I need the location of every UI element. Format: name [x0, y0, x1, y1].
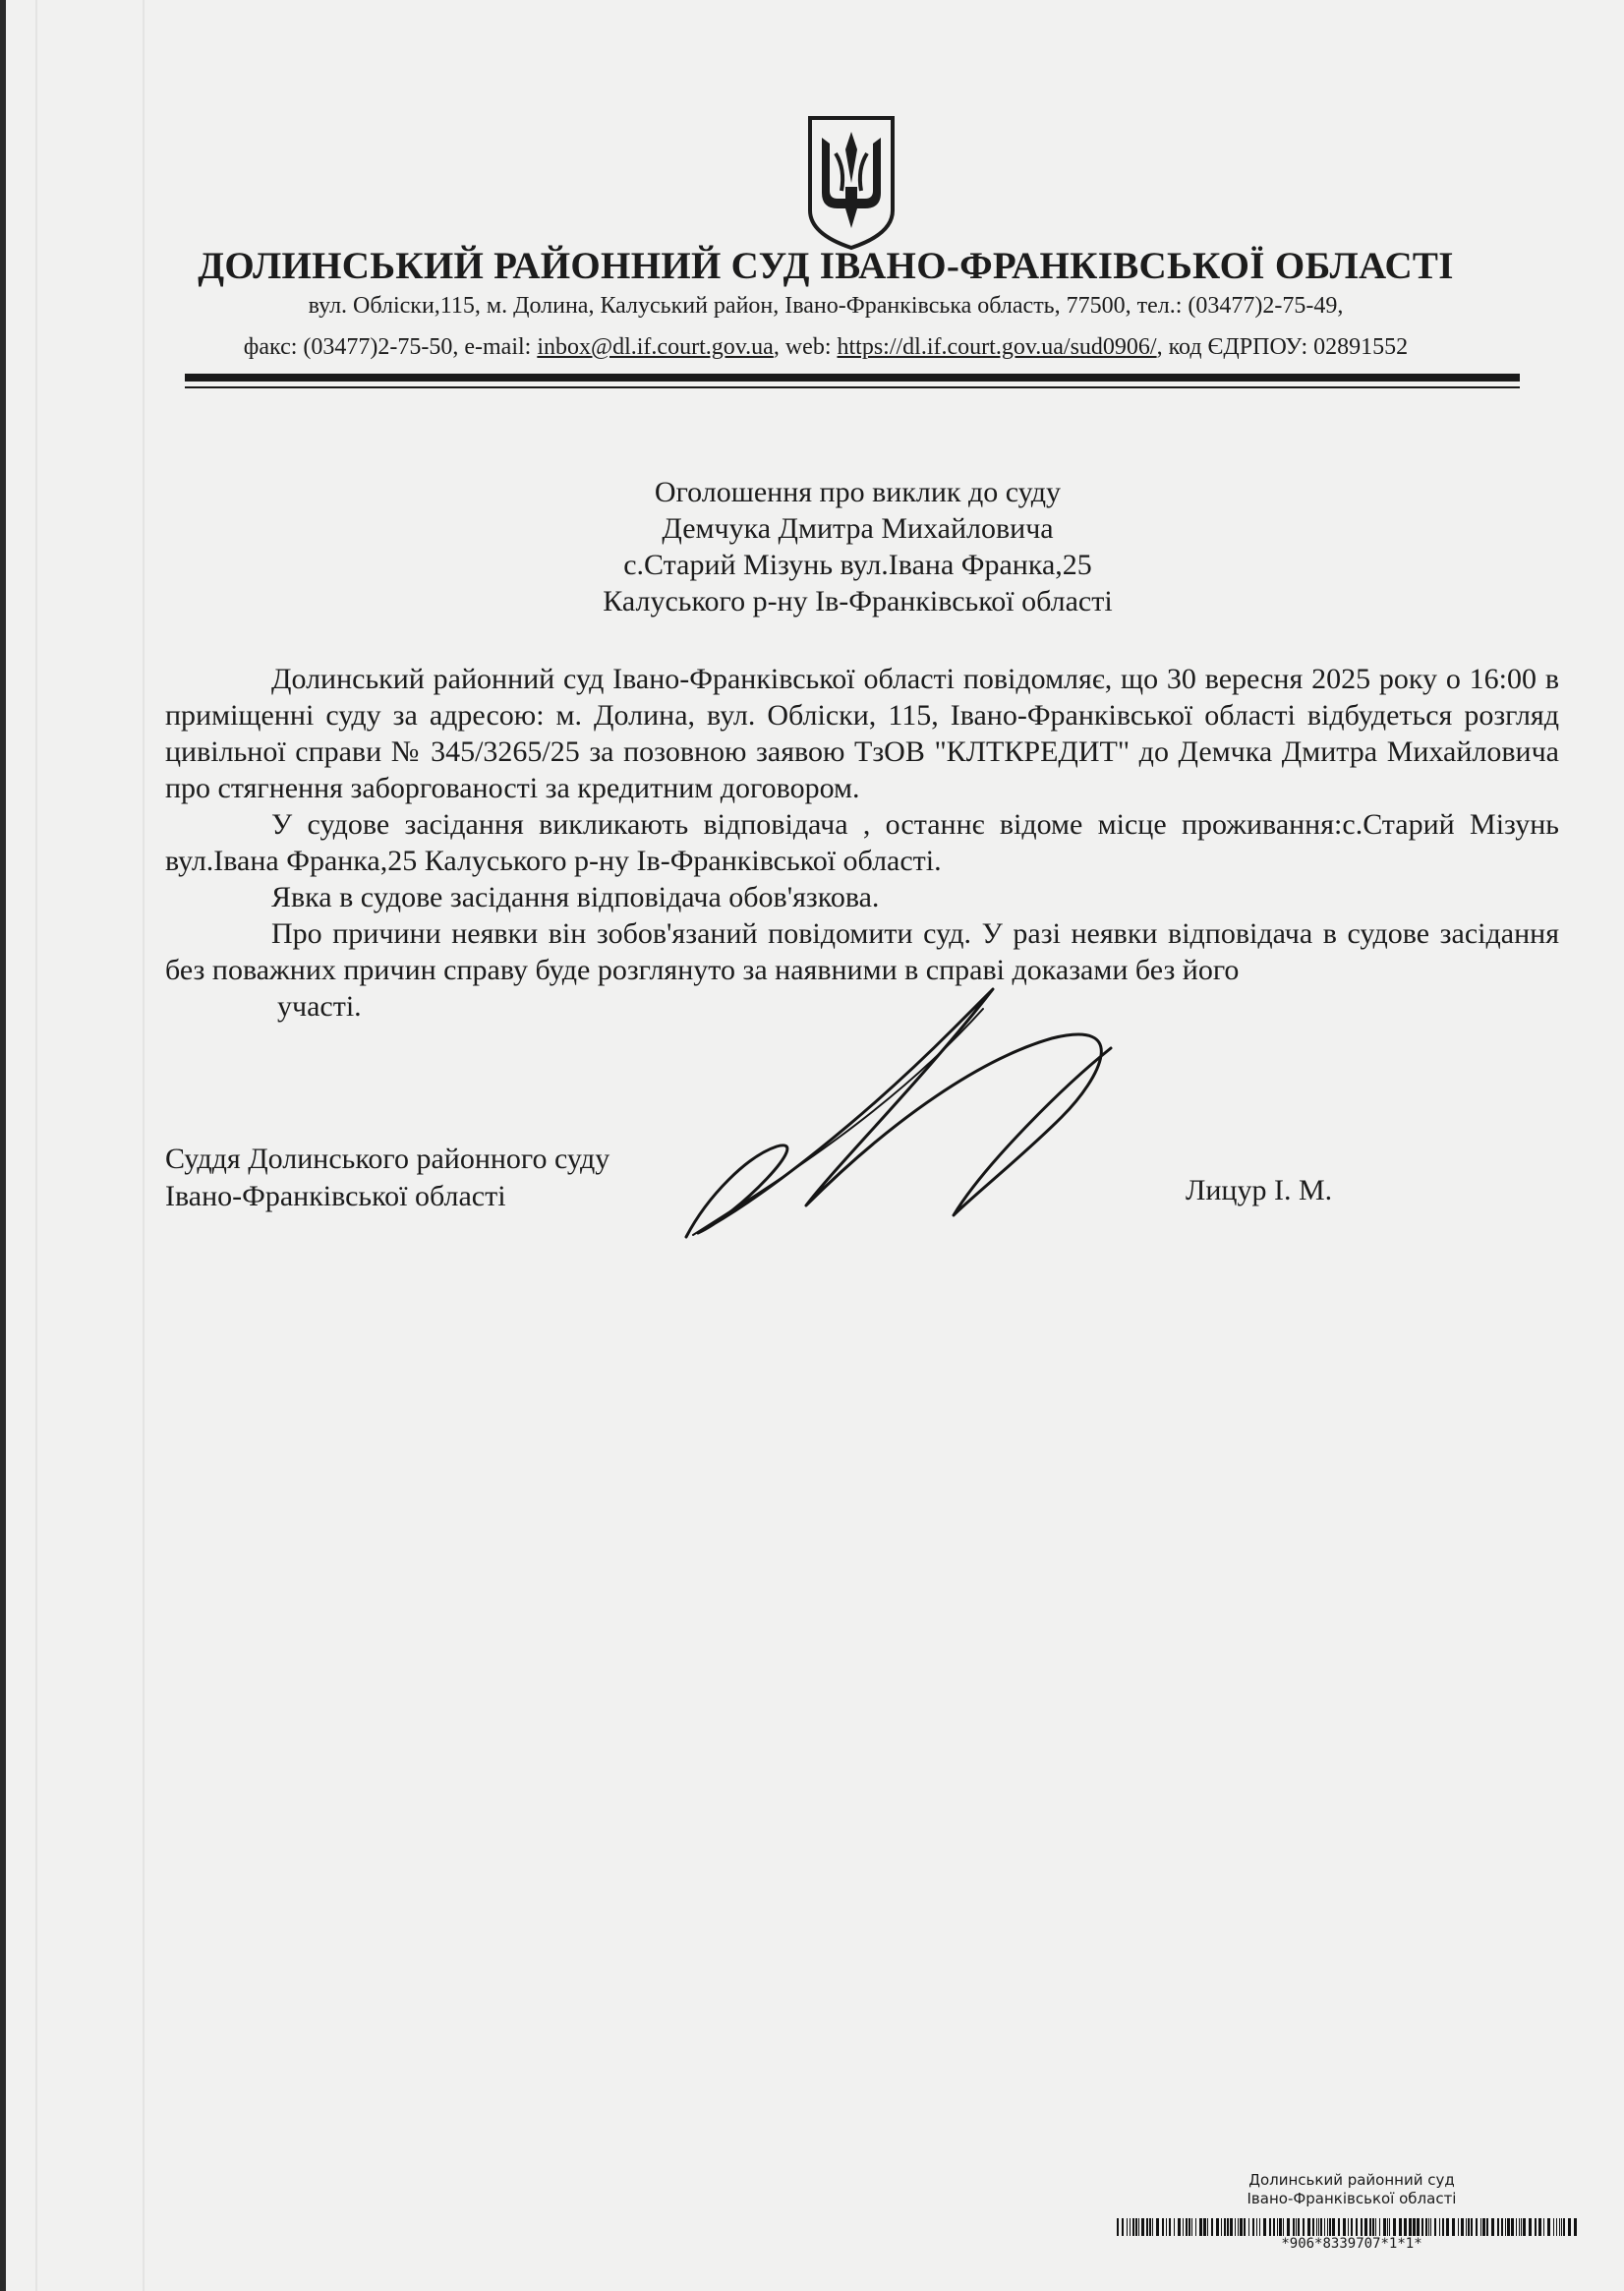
- notice-heading: [295, 474, 1421, 619]
- handwritten-signature: [668, 969, 1160, 1264]
- judge-title-line: Суддя Долинського районного суду: [165, 1143, 610, 1175]
- edrpou-code: , код ЄДРПОУ: 02891552: [1156, 334, 1409, 360]
- judge-title-line: Івано-Франківської області: [165, 1180, 506, 1212]
- absence-paragraph: Про причини неявки він зобов'язаний повідомити суд. У разі неявки відповідача в судове засідання без поважних причин справу буде розглянуто за наявними в справі доказами без його: [165, 917, 1559, 986]
- scan-edge: [0, 0, 6, 2291]
- barcode-number: *906*8339707*1*1*: [1281, 2236, 1422, 2252]
- registry-stamp: [1121, 2171, 1583, 2208]
- court-contacts: [147, 334, 1504, 361]
- court-address: вул. Обліски,115, м. Долина, Калуський район, Івано-Франківська область, 77500, тел.: (03477)2-75-49,: [308, 293, 1344, 319]
- stamp-line: Долинський районний суд: [1248, 2171, 1455, 2189]
- defendant-name: Демчука Дмитра Михайловича: [662, 512, 1054, 545]
- barcode: [1117, 2218, 1577, 2236]
- trident-coat-of-arms-icon: [806, 114, 897, 252]
- absence-paragraph-end: участі.: [277, 990, 362, 1023]
- defendant-region: Калуського р-ну Ів-Франківської області: [603, 585, 1113, 617]
- summons-paragraph: У судове засідання викликають відповідача , останнє відоме місце проживання:с.Старий Мізунь вул.Івана Франка,25 Калуського р-ну Ів-Франківської області.: [165, 808, 1559, 877]
- judge-title: [165, 1141, 609, 1215]
- notice-title: Оголошення про виклик до суду: [654, 476, 1062, 508]
- stamp-line: Івано-Франківської області: [1247, 2190, 1457, 2207]
- fax-label: факс: (03477)2-75-50, e-mail:: [243, 334, 538, 360]
- email-link[interactable]: inbox@dl.if.court.gov.ua: [537, 334, 774, 360]
- hearing-paragraph: Долинський районний суд Івано-Франківської області повідомляє, що 30 вересня 2025 року о 16:00 в приміщенні суду за адресою: м. Долина, вул. Обліски, 115, Івано-Франківської області відбудеться розгляд цивільної справи № 345/3265/25 за позовною заявою ТзОВ "КЛТКРЕДИТ" до Демчка Дмитра Михайловича про стягнення заборгованості за кредитним договором.: [165, 663, 1559, 804]
- attendance-paragraph: Явка в судове засідання відповідача обов'язкова.: [271, 881, 880, 913]
- website-link[interactable]: https://dl.if.court.gov.ua/sud0906/: [837, 334, 1157, 360]
- judge-name: Лицур І. М.: [1186, 1174, 1333, 1206]
- defendant-address: с.Старий Мізунь вул.Івана Франка,25: [623, 549, 1092, 581]
- letterhead-divider-thin: [185, 386, 1520, 388]
- court-name: ДОЛИНСЬКИЙ РАЙОННИЙ СУД ІВАНО-ФРАНКІВСЬКОЇ ОБЛАСТІ: [198, 245, 1454, 287]
- web-label: , web:: [773, 334, 838, 360]
- scan-fold-line: [143, 0, 145, 2291]
- scan-fold-line: [35, 0, 37, 2291]
- letterhead-divider: [185, 374, 1520, 382]
